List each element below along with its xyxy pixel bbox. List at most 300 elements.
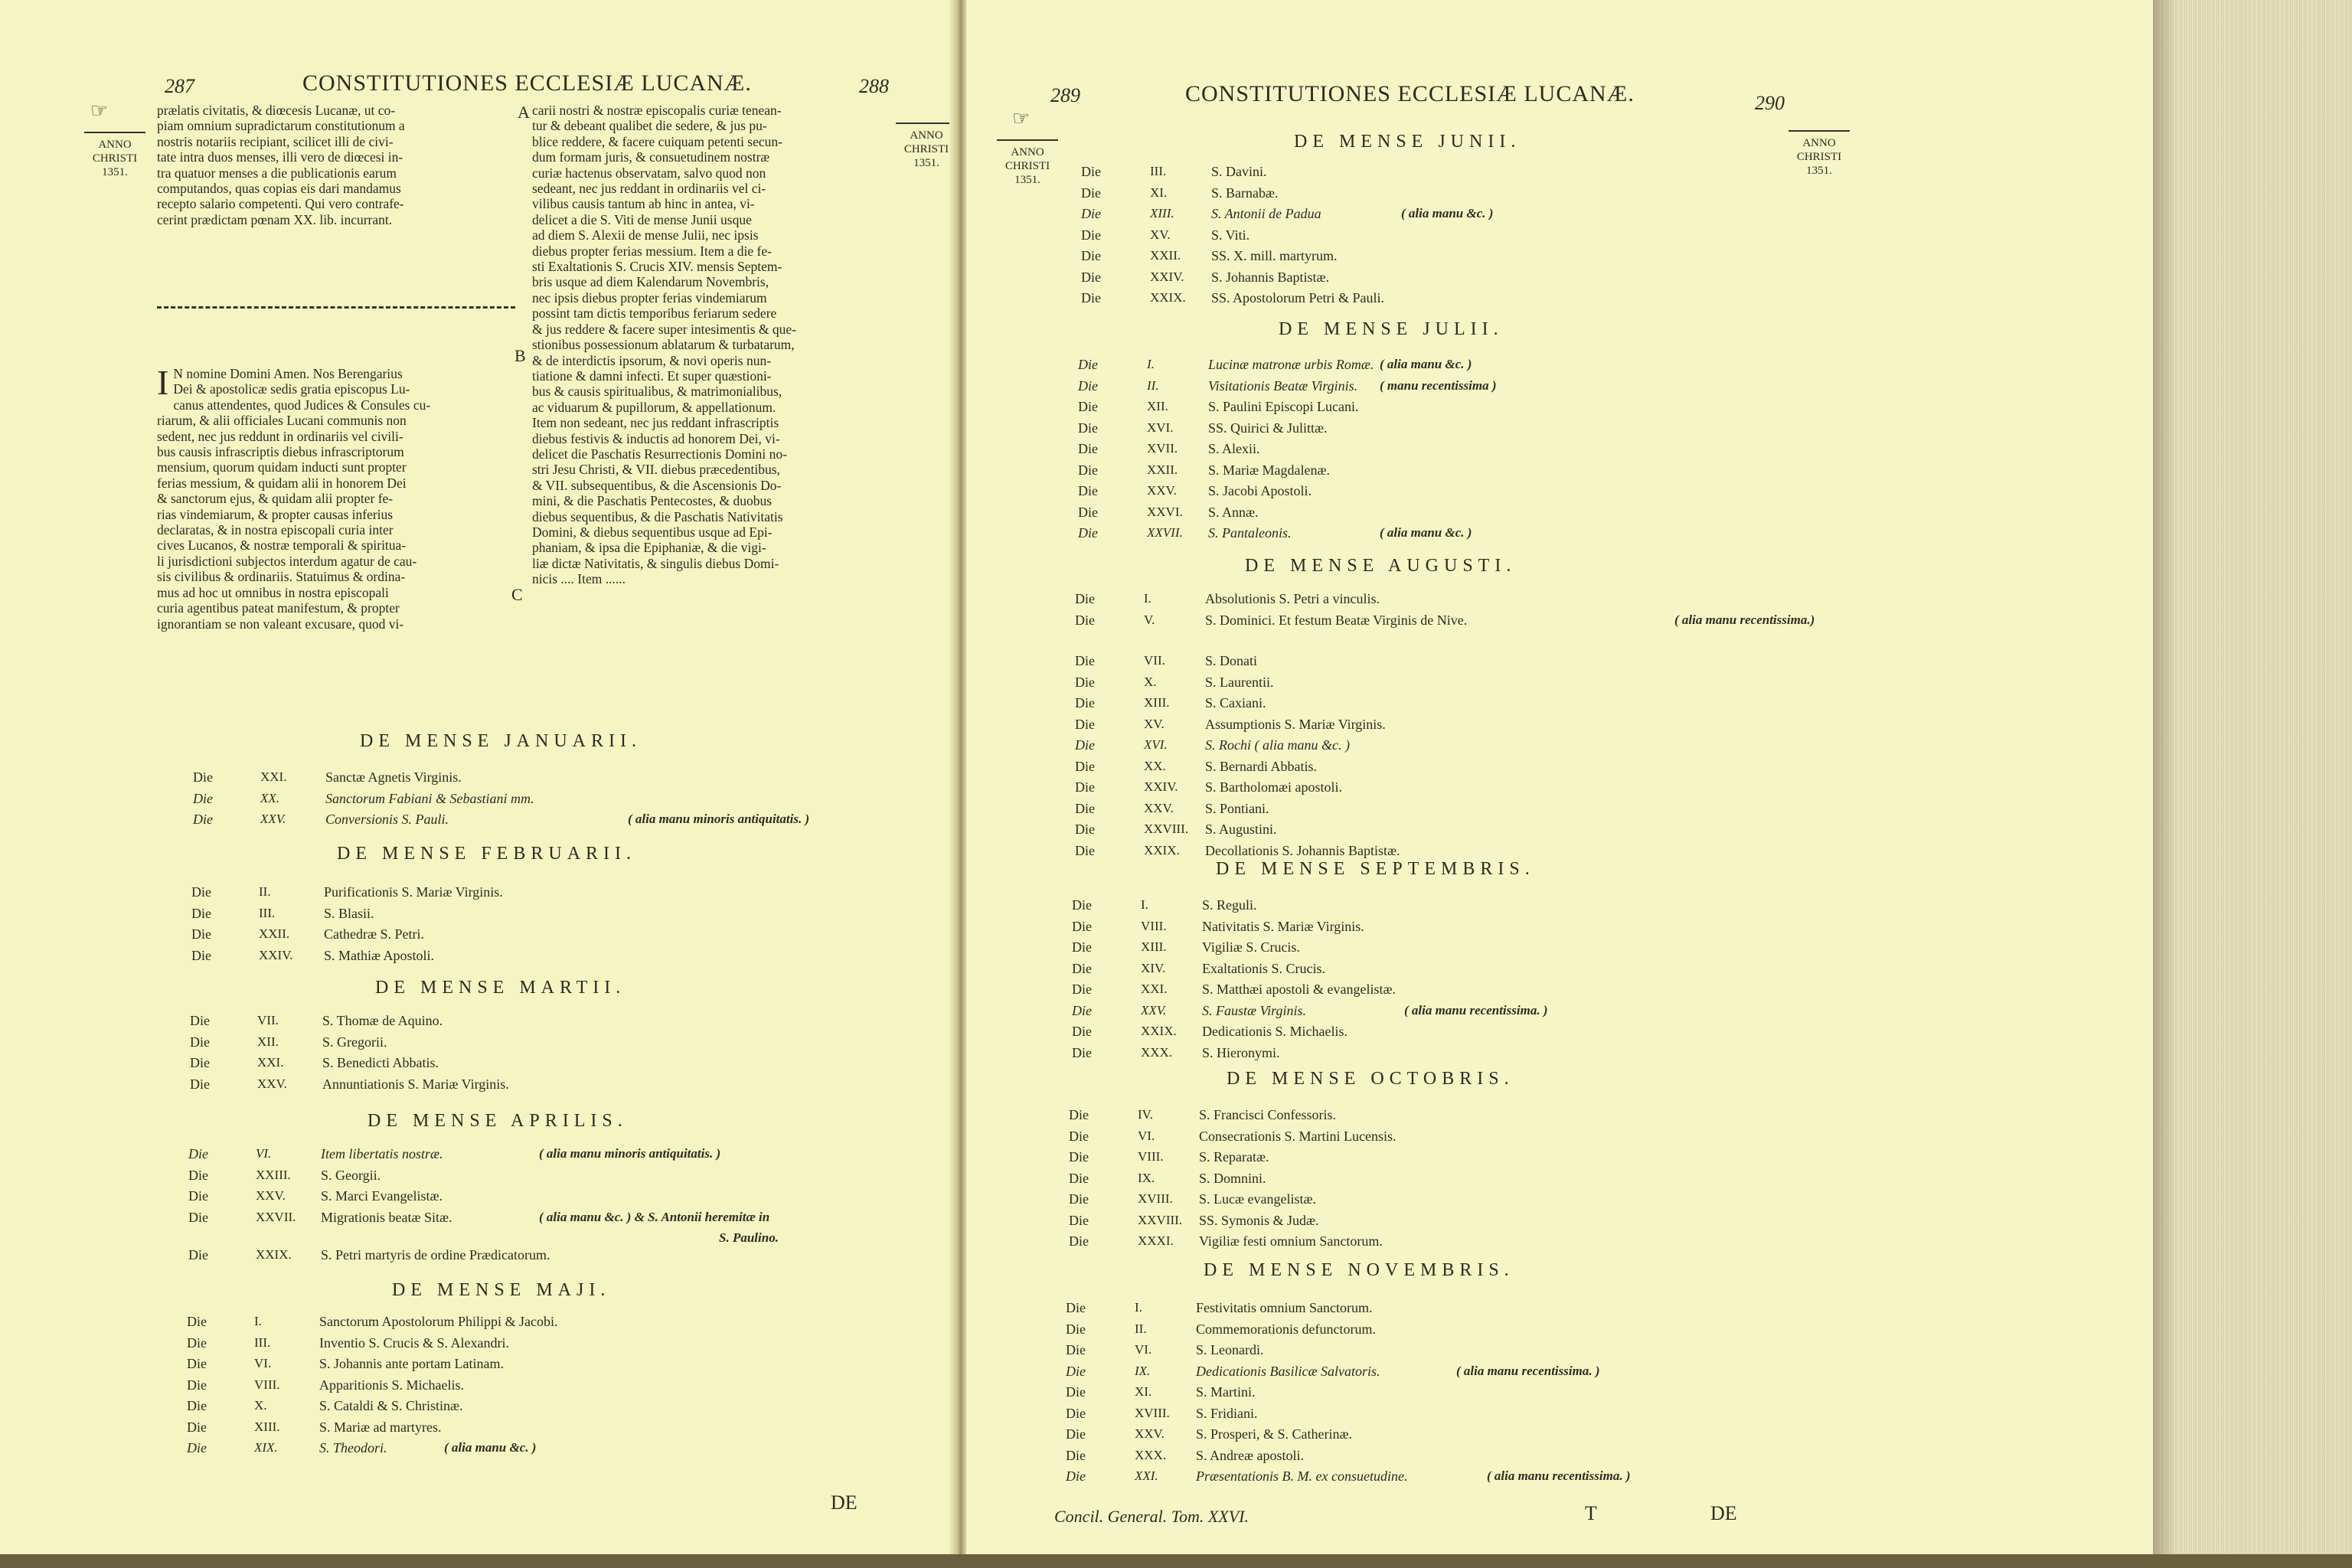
calendar-entry <box>966 1191 1847 1213</box>
calendar-entry <box>0 1034 880 1056</box>
text-line: cives Lucanos, & nostræ temporali & spiritua- <box>157 537 407 554</box>
entry-numeral: VI. <box>254 1356 272 1370</box>
calendar-entry <box>966 591 1847 612</box>
entry-numeral: XXI. <box>1135 1468 1158 1483</box>
text-line: sedeant, nec jus reddant in ordinariis vel ci- <box>532 181 766 197</box>
entry-day: Die <box>1078 504 1098 520</box>
calendar-entry <box>966 1003 1847 1024</box>
entry-saint: SS. Symonis & Judæ. <box>1199 1212 1319 1228</box>
entry-saint: S. Gregorii. <box>322 1034 387 1050</box>
text-line: prælatis civitatis, & diœcesis Lucanæ, ut co- <box>157 103 396 118</box>
calendar-entry <box>966 1448 1847 1469</box>
entry-day: Die <box>1066 1426 1086 1442</box>
entry-saint: S. Prosperi, & S. Catherinæ. <box>1196 1426 1353 1442</box>
entry-numeral: XXII. <box>1147 462 1178 477</box>
year-line: 1351. <box>102 166 128 178</box>
text-line: Domini, & diebus sequentibus usque ad Epi- <box>532 524 773 540</box>
calendar-entry <box>0 906 880 927</box>
year-line: 1351. <box>1806 165 1832 177</box>
entry-note: ( alia manu &c. ) <box>444 1440 537 1455</box>
text-line: nec ipsis diebus propter ferias vindemiarum <box>532 289 767 305</box>
entry-day: Die <box>1066 1321 1086 1337</box>
month-heading: DE MENSE MAJI. <box>392 1280 611 1300</box>
text-line: nicis .... Item ...... <box>532 571 626 587</box>
calendar-entry <box>0 1419 880 1441</box>
page-number-287: 287 <box>165 75 194 97</box>
calendar-entry <box>966 612 1847 634</box>
entry-day: Die <box>190 1034 210 1050</box>
entry-day: Die <box>187 1314 207 1329</box>
entry-day: Die <box>1066 1405 1086 1421</box>
text-line: computandos, quas copias eis dari mandamus <box>157 181 401 197</box>
calendar-entry <box>966 1321 1847 1343</box>
margin-letter-a: A <box>518 103 530 122</box>
entry-saint: Nativitatis S. Mariæ Virginis. <box>1202 918 1364 934</box>
entry-numeral: XXVII. <box>256 1209 296 1224</box>
entry-day: Die <box>1072 1024 1092 1039</box>
month-entries <box>966 164 1847 312</box>
entry-numeral: XXV. <box>1141 1002 1167 1018</box>
entry-day: Die <box>193 790 213 806</box>
calendar-entry <box>966 1406 1847 1427</box>
entry-saint: Migrationis beatæ Sitæ. <box>321 1209 452 1225</box>
calendar-entry <box>966 290 1847 312</box>
entry-saint: S. Jacobi Apostoli. <box>1208 483 1312 498</box>
entry-day: Die <box>1066 1468 1086 1484</box>
calendar-entry <box>0 812 880 833</box>
entry-numeral: XX. <box>260 790 280 805</box>
text-column-1-second <box>157 363 515 632</box>
entry-day: Die <box>191 905 211 921</box>
running-head: CONSTITUTIONES ECCLESIÆ LUCANÆ. <box>1185 81 1635 106</box>
calendar-entry <box>966 185 1847 207</box>
entry-saint: S. Andreæ apostoli. <box>1196 1447 1305 1463</box>
entry-numeral: VII. <box>257 1013 279 1027</box>
entry-day: Die <box>1078 420 1098 436</box>
month-heading: DE MENSE AUGUSTI. <box>1245 556 1517 576</box>
calendar-entry <box>966 227 1847 249</box>
entry-day: Die <box>1075 612 1095 628</box>
text-line: ad diem S. Alexii de mense Julii, nec ipsis <box>532 227 759 243</box>
entry-saint: Dedicationis S. Michaelis. <box>1202 1024 1348 1039</box>
entry-saint: S. Faustæ Virginis. <box>1202 1002 1307 1018</box>
entry-saint: S. Paulini Episcopi Lucani. <box>1208 399 1359 414</box>
entry-saint: Commemorationis defunctorum. <box>1196 1321 1376 1337</box>
calendar-entry <box>966 695 1847 717</box>
text-line: diebus propter ferias messium. Item a die fe- <box>532 243 772 259</box>
entry-day: Die <box>1075 842 1095 858</box>
text-line: & de interdictis ipsorum, & novi operis nun- <box>532 352 772 368</box>
entry-numeral: XXI. <box>1141 982 1168 996</box>
entry-numeral: XII. <box>1147 399 1168 413</box>
month-heading: DE MENSE NOVEMBRIS. <box>1204 1260 1514 1280</box>
entry-saint: S. Hieronymi. <box>1202 1044 1280 1060</box>
entry-numeral: XXII. <box>1150 248 1181 263</box>
entry-saint: Præsentationis B. M. ex consuetudine. <box>1196 1468 1408 1484</box>
entry-saint: S. Leonardi. <box>1196 1342 1264 1357</box>
entry-day: Die <box>1075 737 1095 753</box>
entry-day: Die <box>1069 1128 1089 1144</box>
calendar-entry <box>966 483 1847 505</box>
month-entries <box>966 1300 1847 1490</box>
month-entries <box>0 769 880 833</box>
entry-day: Die <box>1075 653 1095 668</box>
entry-saint: Assumptionis S. Mariæ Virginis. <box>1205 716 1386 732</box>
text-line: N nomine Domini Amen. Nos Berengarius <box>173 366 403 381</box>
footer-volume: Concil. General. Tom. XXVI. <box>1054 1507 1249 1526</box>
entry-numeral: XXIV. <box>259 947 293 962</box>
entry-day: Die <box>187 1440 207 1455</box>
entry-numeral: XIII. <box>1150 206 1174 220</box>
catchword: DE <box>1710 1502 1737 1524</box>
entry-saint: Annuntiationis S. Mariæ Virginis. <box>322 1076 509 1092</box>
entry-day: Die <box>1081 185 1101 201</box>
calendar-entry <box>966 441 1847 462</box>
entry-saint: S. Domnini. <box>1199 1170 1266 1186</box>
christi-line: CHRISTI <box>1004 160 1050 172</box>
text-line: ignorantiam se non valeant excusare, quod vi- <box>157 616 404 632</box>
entry-day: Die <box>193 769 213 785</box>
calendar-entry <box>966 399 1847 420</box>
entry-saint: S. Pontiani. <box>1205 800 1269 816</box>
text-line: piam omnium supradictarum constitutionum a <box>157 118 405 134</box>
entry-day: Die <box>1066 1447 1086 1463</box>
entry-saint: Festivitatis omnium Sanctorum. <box>1196 1300 1373 1315</box>
month-entries <box>966 1107 1847 1255</box>
section-divider <box>157 306 515 309</box>
text-line: riarum, & alii officiales Lucani communis non <box>157 413 407 429</box>
entry-numeral: VI. <box>1135 1342 1152 1357</box>
text-line: carii nostri & nostræ episcopalis curiæ tenean- <box>532 103 782 118</box>
entry-saint: Decollationis S. Johannis Baptistæ. <box>1205 842 1400 858</box>
entry-day: Die <box>1066 1342 1086 1357</box>
entry-saint: S. Martini. <box>1196 1384 1256 1400</box>
entry-numeral: VIII. <box>1141 918 1167 933</box>
entry-numeral: XXVI. <box>1147 504 1183 519</box>
text-line: diebus sequentibus, & die Paschatis Nativitatis <box>532 508 783 524</box>
entry-numeral: VIII. <box>254 1377 280 1392</box>
entry-saint: Vigiliæ S. Crucis. <box>1202 939 1300 955</box>
entry-day: Die <box>1072 897 1092 913</box>
entry-saint: S. Johannis ante portam Latinam. <box>319 1356 504 1371</box>
calendar-entry <box>0 1398 880 1419</box>
entry-day: Die <box>1075 800 1095 816</box>
text-line: cerint prædictam pœnam XX. lib. incurrant. <box>157 211 393 227</box>
table-surface <box>0 1554 2352 1568</box>
entry-day: Die <box>1078 377 1098 394</box>
month-entries <box>966 591 1847 864</box>
entry-day: Die <box>188 1209 208 1225</box>
entry-saint: Visitationis Beatæ Virginis. <box>1208 377 1358 394</box>
entry-day: Die <box>188 1188 208 1204</box>
calendar-entry <box>0 1230 880 1247</box>
entry-note: ( alia manu recentissima. ) <box>1487 1468 1631 1483</box>
calendar-entry <box>0 1168 880 1189</box>
entry-day: Die <box>1081 269 1101 285</box>
calendar-entry <box>0 1440 880 1462</box>
entry-day: Die <box>1069 1107 1089 1122</box>
page-number-290: 290 <box>1755 92 1785 114</box>
entry-day: Die <box>1081 290 1101 305</box>
entry-saint: S. Benedicti Abbatis. <box>322 1055 439 1070</box>
entry-numeral: VI. <box>256 1146 272 1161</box>
entry-day: Die <box>1081 248 1101 263</box>
entry-note: ( manu recentissima ) <box>1380 377 1497 393</box>
entry-numeral: XXIX. <box>1144 842 1180 858</box>
calendar-entry <box>966 1468 1847 1490</box>
christi-line: CHRISTI <box>1796 151 1842 163</box>
entry-numeral: III. <box>1150 164 1167 178</box>
entry-day: Die <box>187 1356 207 1371</box>
entry-numeral: V. <box>1144 612 1155 627</box>
entry-day: Die <box>1072 1002 1092 1018</box>
calendar-entry <box>0 884 880 906</box>
entry-day: Die <box>1069 1191 1089 1207</box>
anno-line: ANNO <box>98 139 132 151</box>
text-line: bus causis infrascriptis diebus infrascriptorum <box>157 444 404 460</box>
entry-saint: S. Viti. <box>1211 227 1250 243</box>
entry-numeral: XXVIII. <box>1144 822 1189 836</box>
text-line: mus ad hoc ut omnibus in nostra episcopali <box>157 584 389 600</box>
calendar-entry <box>0 1188 880 1210</box>
entry-saint: Exaltationis S. Crucis. <box>1202 960 1325 976</box>
calendar-entry <box>966 164 1847 185</box>
text-line: blice reddere, & facere cuiquam petenti secun- <box>532 133 782 149</box>
entry-saint: S. Reguli. <box>1202 897 1257 913</box>
entry-numeral: XX. <box>1144 758 1166 773</box>
text-line: Dei & apostolicæ sedis gratia episcopus Lu- <box>173 381 410 397</box>
text-line: canus attendentes, quod Judices & Consules cu- <box>173 397 431 413</box>
entry-numeral: XXIV. <box>1144 779 1178 794</box>
entry-saint: S. Cataldi & S. Christinæ. <box>319 1398 463 1413</box>
entry-numeral: II. <box>1135 1321 1147 1336</box>
calendar-entry <box>966 982 1847 1003</box>
month-entries <box>966 357 1847 547</box>
entry-note: ( alia manu recentissima. ) <box>1456 1363 1600 1378</box>
entry-saint: S. Francisci Confessoris. <box>1199 1107 1336 1122</box>
calendar-entry <box>966 1213 1847 1234</box>
entry-day: Die <box>1072 939 1092 955</box>
entry-numeral: XVI. <box>1144 737 1168 752</box>
month-heading: DE MENSE JULII. <box>1279 319 1504 339</box>
calendar-entry <box>966 505 1847 526</box>
calendar-entry <box>966 420 1847 442</box>
entry-saint: Sanctæ Agnetis Virginis. <box>325 769 462 785</box>
month-heading: DE MENSE MARTII. <box>375 978 626 998</box>
entry-saint: SS. Apostolorum Petri & Pauli. <box>1211 290 1385 305</box>
entry-day: Die <box>187 1398 207 1413</box>
entry-note: ( alia manu recentissima. ) <box>1404 1002 1548 1018</box>
entry-saint: Cathedræ S. Petri. <box>324 926 424 942</box>
entry-numeral: XII. <box>257 1034 279 1049</box>
calendar-entry <box>966 1171 1847 1192</box>
pointing-hand-icon: ☞ <box>1012 107 1031 129</box>
text-line: bris usque ad diem Kalendarum Novembris, <box>532 274 769 290</box>
entry-day: Die <box>1078 462 1098 478</box>
entry-day: Die <box>193 812 213 827</box>
entry-numeral: XXV. <box>1144 800 1174 815</box>
calendar-entry <box>0 1076 880 1098</box>
text-line: & VII. subsequentibus, & die Ascensionis Do- <box>532 477 782 493</box>
right-page <box>966 0 2153 1568</box>
entry-saint: S. Thomæ de Aquino. <box>322 1013 443 1028</box>
entry-saint: S. Georgii. <box>321 1167 381 1183</box>
entry-saint: Sanctorum Fabiani & Sebastiani mm. <box>325 790 534 806</box>
entry-numeral: X. <box>254 1398 267 1413</box>
entry-numeral: XXV. <box>257 1076 287 1091</box>
text-line: tate intra duos menses, illi vero de diœcesi in- <box>157 149 403 165</box>
month-heading: DE MENSE SEPTEMBRIS. <box>1216 859 1535 879</box>
text-line: stri Jesu Christi, & VII. diebus præcedentibus, <box>532 462 780 478</box>
text-line: sis civilibus & ordinariis. Statuimus & ordina- <box>157 569 406 585</box>
entry-day: Die <box>1078 483 1098 498</box>
text-line: diebus festivis & inductis ad honorem Dei, vi- <box>532 430 780 446</box>
entry-day: Die <box>1075 674 1095 690</box>
entry-saint: S. Pantaleonis. <box>1208 525 1292 541</box>
anno-line: ANNO <box>910 129 943 142</box>
calendar-entry <box>0 1210 880 1231</box>
page-number-288: 288 <box>859 75 889 97</box>
entry-note: S. Paulino. <box>719 1230 779 1245</box>
calendar-entry <box>0 1247 880 1269</box>
entry-day: Die <box>1081 206 1101 221</box>
text-line: tiatione & damni infecti. Et super quæstioni- <box>532 368 772 384</box>
calendar-entry <box>966 919 1847 940</box>
calendar-entry <box>966 1129 1847 1150</box>
calendar-entry <box>966 1233 1847 1255</box>
entry-numeral: X. <box>1144 674 1157 689</box>
entry-day: Die <box>188 1146 208 1161</box>
text-line: Item non sedeant, nec jus reddant infrascriptis <box>532 415 779 431</box>
text-line: curiæ hactenus observatam, salvo quod non <box>532 165 766 181</box>
entry-numeral: XIX. <box>254 1440 278 1455</box>
calendar-entry <box>966 357 1847 378</box>
entry-day: Die <box>1078 357 1098 372</box>
calendar-entry <box>0 1314 880 1335</box>
text-line: bus & causis spiritualibus, & matrimonialibus, <box>532 384 782 400</box>
entry-note: ( alia manu &c. ) <box>1401 206 1494 220</box>
calendar-entry <box>0 948 880 969</box>
entry-saint: Absolutionis S. Petri a vinculis. <box>1205 591 1380 606</box>
text-line: mensium, quorum quidam inducti sunt propter <box>157 459 407 475</box>
month-entries <box>966 897 1847 1066</box>
page-edge-shadow <box>2153 0 2176 1568</box>
text-line: possint tam dictis temporibus feriarum sedere <box>532 305 777 322</box>
entry-numeral: II. <box>259 884 271 899</box>
month-entries <box>0 884 880 969</box>
entry-day: Die <box>187 1419 207 1435</box>
entry-numeral: XVI. <box>1147 420 1174 435</box>
text-line: ac viduarum & pupillorum, & appellationum. <box>532 399 776 415</box>
christi-line: CHRISTI <box>92 152 138 165</box>
text-column-2 <box>532 103 898 587</box>
text-line: vilibus causis tantum ab hinc in antea, vi- <box>532 196 755 212</box>
catchword: DE <box>831 1491 858 1514</box>
calendar-entry <box>966 779 1847 801</box>
entry-numeral: VI. <box>1138 1128 1155 1143</box>
margin-letter-b: B <box>514 346 526 365</box>
running-head: CONSTITUTIONES ECCLESIÆ LUCANÆ. <box>302 70 752 96</box>
calendar-entry <box>966 1426 1847 1448</box>
text-line: tur & debeant qualibet die sedere, & jus pu- <box>532 118 767 134</box>
entry-saint: S. Marci Evangelistæ. <box>321 1188 443 1204</box>
entry-saint: Purificationis S. Mariæ Virginis. <box>324 884 503 900</box>
entry-day: Die <box>188 1247 208 1263</box>
entry-numeral: XVIII. <box>1138 1191 1173 1206</box>
entry-numeral: XXIX. <box>1150 290 1186 305</box>
entry-saint: S. Lucæ evangelistæ. <box>1199 1191 1316 1207</box>
text-line: li jurisdictioni subjectos interdum agatur de cau- <box>157 553 417 569</box>
calendar-entry <box>966 378 1847 400</box>
calendar-entry <box>966 1300 1847 1321</box>
entry-numeral: VII. <box>1144 653 1165 668</box>
entry-numeral: I. <box>1141 897 1148 912</box>
entry-saint: S. Johannis Baptistæ. <box>1211 269 1330 285</box>
calendar-entry <box>0 1055 880 1076</box>
entry-note: ( alia manu &c. ) <box>1380 357 1472 371</box>
month-heading: DE MENSE FEBRUARII. <box>337 844 637 864</box>
text-line: mini, & die Paschatis Pentecostes, & duobus <box>532 493 773 509</box>
pointing-hand-icon: ☞ <box>90 100 109 122</box>
christi-line: CHRISTI <box>903 143 949 155</box>
entry-numeral: XXVIII. <box>1138 1212 1183 1227</box>
entry-numeral: XXV. <box>1135 1426 1165 1441</box>
page-edges <box>2153 0 2352 1568</box>
entry-day: Die <box>1075 695 1095 710</box>
entry-day: Die <box>1078 399 1098 414</box>
month-entries <box>0 1013 880 1097</box>
entry-day: Die <box>190 1076 210 1092</box>
entry-numeral: XXI. <box>260 769 287 784</box>
calendar-entry <box>966 1024 1847 1045</box>
entry-numeral: III. <box>259 905 276 920</box>
calendar-entry <box>966 1384 1847 1406</box>
entry-saint: S. Davini. <box>1211 164 1267 179</box>
entry-numeral: XIII. <box>254 1419 280 1434</box>
entry-day: Die <box>1066 1300 1086 1315</box>
text-line: tra quatuor menses a die publicationis earum <box>157 165 397 181</box>
text-line: ferias messium, & quidam alii in honorem Dei <box>157 475 407 491</box>
entry-day: Die <box>191 884 211 900</box>
entry-saint: Vigiliæ festi omnium Sanctorum. <box>1199 1233 1383 1249</box>
text-line: delicet die Paschatis Resurrectionis Domini no- <box>532 446 787 462</box>
entry-numeral: XV. <box>1144 716 1165 731</box>
entry-numeral: XXX. <box>1135 1447 1167 1462</box>
entry-numeral: I. <box>1135 1300 1142 1315</box>
entry-saint: S. Matthæi apostoli & evangelistæ. <box>1202 982 1396 997</box>
calendar-entry <box>0 1146 880 1168</box>
calendar-entry <box>0 1335 880 1357</box>
entry-day: Die <box>1078 441 1098 456</box>
entry-numeral: XI. <box>1150 185 1168 200</box>
calendar-entry <box>0 1377 880 1399</box>
text-line: liæ dictæ Nativitatis, & singulis diebus Domi- <box>532 555 779 571</box>
calendar-entry <box>966 1149 1847 1171</box>
entry-saint: S. Fridiani. <box>1196 1405 1258 1421</box>
entry-day: Die <box>188 1167 208 1183</box>
text-line: phaniam, & ipsa die Epiphaniæ, & die vigi- <box>532 540 766 556</box>
text-line: declaratas, & in nostra episcopali curia inter <box>157 522 394 538</box>
anno-line: ANNO <box>1802 137 1836 149</box>
text-line: sti Exaltationis S. Crucis XIV. mensis Septem- <box>532 259 782 275</box>
text-line: stionibus possessionum ablatarum & turbatarum, <box>532 337 795 353</box>
entry-day: Die <box>1066 1363 1086 1379</box>
entry-day: Die <box>1075 779 1095 795</box>
entry-saint: S. Theodori. <box>319 1440 387 1455</box>
entry-note: ( alia manu recentissima.) <box>1674 612 1815 627</box>
calendar-entry <box>966 822 1847 843</box>
anno-line: ANNO <box>1011 146 1044 158</box>
